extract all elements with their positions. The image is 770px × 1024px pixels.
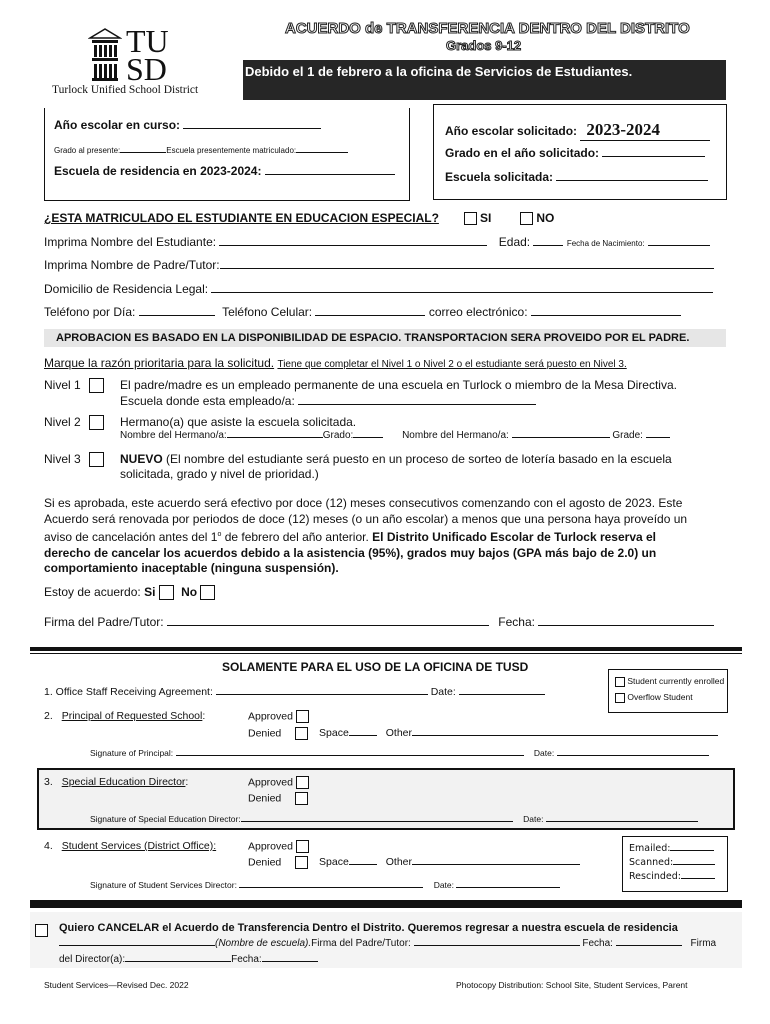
sibling-1-name-field[interactable] bbox=[227, 437, 323, 438]
processing-box bbox=[622, 836, 728, 892]
ss-date-field[interactable] bbox=[456, 887, 560, 888]
sped-signature-row bbox=[90, 814, 698, 824]
cancel-checkbox[interactable] bbox=[35, 924, 48, 937]
day-phone-field[interactable] bbox=[139, 315, 215, 316]
logo-letters-top: TU bbox=[126, 23, 169, 59]
agreement-label: Estoy de acuerdo: bbox=[44, 585, 141, 599]
emailed-label: Emailed: bbox=[629, 843, 671, 854]
requested-grade-label: Grado en el año solicitado: bbox=[445, 146, 600, 160]
priority-instruction: Marque la razón prioritaria para la solicitud. bbox=[44, 356, 275, 370]
sibling-1-grade-field[interactable] bbox=[353, 437, 383, 438]
item-2-approved-label: Approved bbox=[248, 710, 293, 723]
agreement-yes-checkbox[interactable] bbox=[159, 585, 174, 600]
overflow-row bbox=[615, 692, 693, 703]
emailed-row bbox=[629, 842, 727, 856]
parent-date-label: Fecha: bbox=[498, 615, 535, 629]
scanned-label: Scanned: bbox=[629, 857, 674, 868]
student-name-field[interactable] bbox=[219, 245, 487, 246]
item-2-label: Principal of Requested School bbox=[61, 710, 203, 722]
age-field[interactable] bbox=[533, 245, 563, 246]
district-logo bbox=[52, 22, 222, 100]
level-3-label: Nivel 3 bbox=[44, 452, 81, 466]
item-4-number: 4. bbox=[44, 840, 53, 852]
current-year-row bbox=[54, 118, 321, 132]
principal-signature-row bbox=[90, 748, 709, 758]
item-4-approved-checkbox[interactable] bbox=[296, 840, 309, 853]
special-ed-yes-checkbox[interactable] bbox=[464, 212, 477, 225]
item-4-denied-row bbox=[248, 856, 580, 869]
approval-note-text: APROBACION ES BASADO EN LA DISPONIBILIDAD DE ESPACIO. TRANSPORTACION SERA PROVEIDO POR EL PADRE. bbox=[56, 332, 690, 344]
item-4-space-field[interactable] bbox=[349, 864, 377, 865]
age-label: Edad: bbox=[498, 235, 531, 249]
terms-line-2: Acuerdo será renovada por periodos de doce (12) meses (o un año escolar) a menos que una persona haya proveído un bbox=[44, 511, 688, 526]
agreement-yes-label: Si bbox=[144, 585, 156, 599]
sibling-1-grade-label: Grado: bbox=[322, 430, 354, 441]
address-field[interactable] bbox=[211, 292, 713, 293]
enrolled-label: Student currently enrolled bbox=[627, 676, 725, 686]
logo-letters-bottom: SD bbox=[126, 51, 167, 87]
special-ed-row bbox=[44, 211, 726, 225]
parent-name-row bbox=[44, 258, 726, 272]
item-4-other-field[interactable] bbox=[412, 864, 580, 865]
cancel-parent-sig-label: Firma del Padre/Tutor: bbox=[311, 938, 411, 949]
ss-signature-field[interactable] bbox=[239, 887, 423, 888]
cancel-date2-label: Fecha: bbox=[231, 954, 262, 965]
level-2-text: Hermano(a) que asiste la escuela solicitada. bbox=[120, 415, 357, 429]
principal-date-field[interactable] bbox=[557, 755, 709, 756]
special-ed-no-label: NO bbox=[536, 211, 555, 225]
requested-grade-field[interactable] bbox=[602, 156, 705, 157]
cancel-divider bbox=[30, 900, 742, 908]
office-item-1 bbox=[44, 686, 545, 698]
level-2-checkbox[interactable] bbox=[89, 415, 104, 430]
rescinded-field[interactable] bbox=[681, 878, 715, 879]
level-1-sub-row bbox=[120, 394, 536, 408]
deadline-text: Debido el 1 de febrero a la oficina de Servicios de Estudiantes. bbox=[245, 64, 633, 79]
phone-row bbox=[44, 305, 726, 319]
student-name-label: Imprima Nombre del Estudiante: bbox=[44, 235, 217, 249]
parent-signature-field[interactable] bbox=[167, 625, 489, 626]
special-ed-question: ¿ESTA MATRICULADO EL ESTUDIANTE EN EDUCACION ESPECIAL? bbox=[44, 211, 439, 225]
emailed-field[interactable] bbox=[670, 850, 714, 851]
sibling-2-grade-label: Grade: bbox=[612, 430, 643, 441]
office-title: SOLAMENTE PARA EL USO DE LA OFICINA DE TUSD bbox=[222, 660, 529, 674]
agreement-no-checkbox[interactable] bbox=[200, 585, 215, 600]
level-3-checkbox[interactable] bbox=[89, 452, 104, 467]
item-4-approved-label: Approved bbox=[248, 840, 293, 853]
terms-paragraph bbox=[44, 496, 728, 577]
requested-year-label: Año escolar solicitado: bbox=[445, 124, 578, 138]
student-name-row bbox=[44, 235, 726, 249]
district-name: Turlock Unified School District bbox=[52, 84, 199, 96]
terms-line-4: derecho de cancelar los acuerdos debido a la asistencia (95%), grados muy bajos (GPA más bajo de 2.0) un bbox=[44, 545, 657, 560]
footer-right: Photocopy Distribution: School Site, Student Services, Parent bbox=[456, 980, 688, 990]
requested-year-field[interactable] bbox=[580, 120, 710, 141]
level-3-text: (El nombre del estudiante será puesto en un proceso de sorteo de lotería basado en la escuela bbox=[162, 452, 672, 466]
overflow-checkbox[interactable] bbox=[615, 693, 625, 703]
item-2-denied-row bbox=[248, 727, 718, 740]
agreement-row bbox=[44, 585, 726, 600]
item-2-space-field[interactable] bbox=[349, 735, 377, 736]
email-field[interactable] bbox=[531, 315, 681, 316]
item-2-denied-checkbox[interactable] bbox=[295, 727, 308, 740]
special-ed-yes-label: SI bbox=[479, 211, 492, 225]
item-4-denied-label: Denied bbox=[248, 856, 282, 869]
form-title: ACUERDO de TRANSFERENCIA DENTRO DEL DISTRITO bbox=[285, 20, 690, 37]
item-2-other-field[interactable] bbox=[412, 735, 718, 736]
rescinded-label: Rescinded: bbox=[629, 871, 681, 882]
scanned-field[interactable] bbox=[673, 864, 715, 865]
terms-line-3 bbox=[44, 527, 728, 546]
current-year-field[interactable] bbox=[183, 128, 321, 129]
principal-date-label: Date: bbox=[533, 748, 555, 758]
requested-school-field[interactable] bbox=[556, 180, 708, 181]
current-grade-label: Grado al presente: bbox=[54, 146, 121, 155]
cancel-line-2 bbox=[59, 938, 716, 949]
parent-signature-label: Firma del Padre/Tutor: bbox=[44, 615, 164, 629]
address-row bbox=[44, 282, 726, 296]
sibling-1-label: Nombre del Hermano/a: bbox=[120, 430, 227, 441]
office-item-2: 2. Principal of Requested School: bbox=[44, 710, 206, 722]
level-1-label: Nivel 1 bbox=[44, 378, 81, 392]
item-2-other-label: Other bbox=[385, 727, 413, 740]
sibling-2-name-field[interactable] bbox=[512, 437, 610, 438]
terms-line-3a: aviso de cancelación antes del 1 bbox=[44, 530, 218, 544]
parent-name-field[interactable] bbox=[220, 268, 714, 269]
principal-signature-field[interactable] bbox=[176, 755, 524, 756]
requested-year-row bbox=[445, 120, 710, 141]
enrolled-row bbox=[615, 676, 724, 687]
requested-school-row bbox=[445, 170, 708, 184]
sped-date-label: Date: bbox=[523, 814, 544, 824]
level-2-label: Nivel 2 bbox=[44, 415, 81, 429]
level-3-text-row bbox=[120, 452, 672, 466]
cancel-line-3 bbox=[59, 954, 318, 965]
parent-name-label: Imprima Nombre de Padre/Tutor: bbox=[44, 258, 220, 272]
cancel-date-label: Fecha: bbox=[582, 938, 613, 949]
office-staff-label: 1. Office Staff Receiving Agreement: bbox=[44, 686, 213, 698]
terms-line-3b: de febrero del año anterior. bbox=[221, 530, 373, 544]
requested-grade-row bbox=[445, 146, 705, 160]
cancel-statement: Quiero CANCELAR el Acuerdo de Transferencia Dentro el Distrito. Queremos regresar a nuestra escuela de residencia bbox=[59, 922, 678, 934]
requested-year-value: 2023-2024 bbox=[586, 120, 661, 139]
sped-signature-field[interactable] bbox=[241, 821, 513, 822]
deadline-banner bbox=[243, 60, 726, 100]
item-3-denied-checkbox[interactable] bbox=[295, 792, 308, 805]
cancel-school-field[interactable] bbox=[59, 945, 215, 946]
current-school-field[interactable] bbox=[296, 152, 348, 153]
parent-signature-row bbox=[44, 615, 726, 629]
item-3-denied-label: Denied bbox=[248, 792, 282, 805]
terms-line-5: comportamiento inaceptable (ninguna suspensión). bbox=[44, 561, 339, 575]
sibling-2-grade-field[interactable] bbox=[646, 437, 670, 438]
terms-superscript: o bbox=[217, 531, 222, 538]
level-1-sub-label: Escuela donde esta empleado/a: bbox=[120, 394, 295, 408]
cancel-firma-label: Firma bbox=[690, 938, 717, 949]
cell-phone-field[interactable] bbox=[315, 315, 425, 316]
current-grade-row bbox=[54, 146, 348, 155]
rescinded-row bbox=[629, 870, 727, 884]
agreement-no-label: No bbox=[181, 585, 198, 599]
ss-date-label: Date: bbox=[433, 880, 455, 890]
office-status-box bbox=[608, 669, 728, 713]
terms-line-1: Si es aprobada, este acuerdo será efectivo por doce (12) meses consecutivos comenzando con el agosto de 2023. Este bbox=[44, 496, 683, 510]
cancel-parent-sig-field[interactable] bbox=[414, 945, 580, 946]
cancel-date2-field[interactable] bbox=[262, 961, 318, 962]
level-3-new: NUEVO bbox=[120, 452, 163, 466]
terms-line-3-bold: El Distrito Unificado Escolar de Turlock reserva el bbox=[372, 530, 657, 544]
dob-label: Fecha de Nacimiento: bbox=[566, 239, 645, 248]
item-2-approved-checkbox[interactable] bbox=[296, 710, 309, 723]
item-3-number: 3. bbox=[44, 776, 53, 788]
office-item-3: 3. Special Education Director: bbox=[44, 776, 189, 788]
level-2-siblings-row bbox=[120, 430, 670, 441]
level-1-checkbox[interactable] bbox=[89, 378, 104, 393]
current-year-label: Año escolar en curso: bbox=[54, 118, 181, 132]
cancel-director-label: del Director(a): bbox=[59, 954, 126, 965]
item-2-denied-label: Denied bbox=[248, 727, 282, 740]
office-staff-field[interactable] bbox=[216, 694, 428, 695]
email-label: correo electrónico: bbox=[428, 305, 528, 319]
office-staff-date-field[interactable] bbox=[459, 694, 545, 695]
level-1-school-field[interactable] bbox=[298, 404, 536, 405]
enrolled-checkbox[interactable] bbox=[615, 677, 625, 687]
form-subtitle: Grados 9-12 bbox=[446, 38, 522, 53]
current-school-label: Escuela presentemente matriculado: bbox=[166, 146, 297, 155]
parent-date-field[interactable] bbox=[538, 625, 714, 626]
cancel-school-label: (Nombre de escuela). bbox=[215, 938, 312, 949]
sped-signature-label: Signature of Special Education Director: bbox=[90, 814, 241, 824]
special-ed-no-checkbox[interactable] bbox=[520, 212, 533, 225]
approval-note bbox=[44, 329, 726, 347]
sibling-2-label: Nombre del Hermano/a: bbox=[402, 430, 509, 441]
residence-field[interactable] bbox=[265, 174, 395, 175]
item-3-denied-row bbox=[248, 792, 308, 805]
overflow-label: Overflow Student bbox=[627, 692, 693, 702]
residence-row bbox=[54, 164, 395, 178]
ss-signature-label: Signature of Student Services Director: bbox=[90, 880, 237, 890]
item-2-number: 2. bbox=[44, 710, 53, 722]
footer-left: Student Services—Revised Dec. 2022 bbox=[44, 980, 189, 990]
office-divider-thin bbox=[30, 653, 742, 654]
item-4-space-label: Space bbox=[319, 856, 349, 869]
level-3-text-2: solicitada, grado y nivel de prioridad.) bbox=[120, 467, 319, 481]
item-2-space-label: Space bbox=[319, 727, 349, 740]
office-item-4 bbox=[44, 840, 216, 852]
residence-label: Escuela de residencia en 2023-2024: bbox=[54, 164, 262, 178]
dob-field[interactable] bbox=[648, 245, 710, 246]
cell-phone-label: Teléfono Celular: bbox=[222, 305, 313, 319]
day-phone-label: Teléfono por Día: bbox=[44, 305, 136, 319]
item-3-label: Special Education Director bbox=[61, 776, 186, 788]
item-4-denied-checkbox[interactable] bbox=[295, 856, 308, 869]
item-4-other-label: Other bbox=[385, 856, 413, 869]
priority-instruction-row bbox=[44, 356, 726, 370]
item-3-approved-checkbox[interactable] bbox=[296, 776, 309, 789]
cancel-date-field[interactable] bbox=[616, 945, 682, 946]
item-2-approved-row bbox=[248, 710, 309, 723]
priority-instruction-note: Tiene que completar el Nivel 1 o Nivel 2 o el estudiante será puesto en Nivel 3. bbox=[277, 359, 627, 370]
cancel-director-field[interactable] bbox=[125, 961, 231, 962]
requested-school-label: Escuela solicitada: bbox=[445, 170, 554, 184]
current-grade-field[interactable] bbox=[120, 152, 166, 153]
school-building-icon bbox=[88, 26, 122, 82]
ss-signature-row bbox=[90, 880, 560, 890]
office-divider bbox=[30, 647, 742, 651]
sped-date-field[interactable] bbox=[546, 821, 698, 822]
item-3-approved-label: Approved bbox=[248, 776, 293, 789]
address-label: Domicilio de Residencia Legal: bbox=[44, 282, 209, 296]
principal-signature-label: Signature of Principal: bbox=[90, 748, 174, 758]
level-1-text: El padre/madre es un empleado permanente de una escuela en Turlock o miembro de la Mesa Directiva. bbox=[120, 378, 677, 392]
office-staff-date-label: Date: bbox=[430, 686, 456, 698]
item-3-approved-row bbox=[248, 776, 309, 789]
scanned-row bbox=[629, 856, 727, 870]
item-4-approved-row bbox=[248, 840, 309, 853]
item-4-label: Student Services (District Office): bbox=[61, 840, 217, 852]
